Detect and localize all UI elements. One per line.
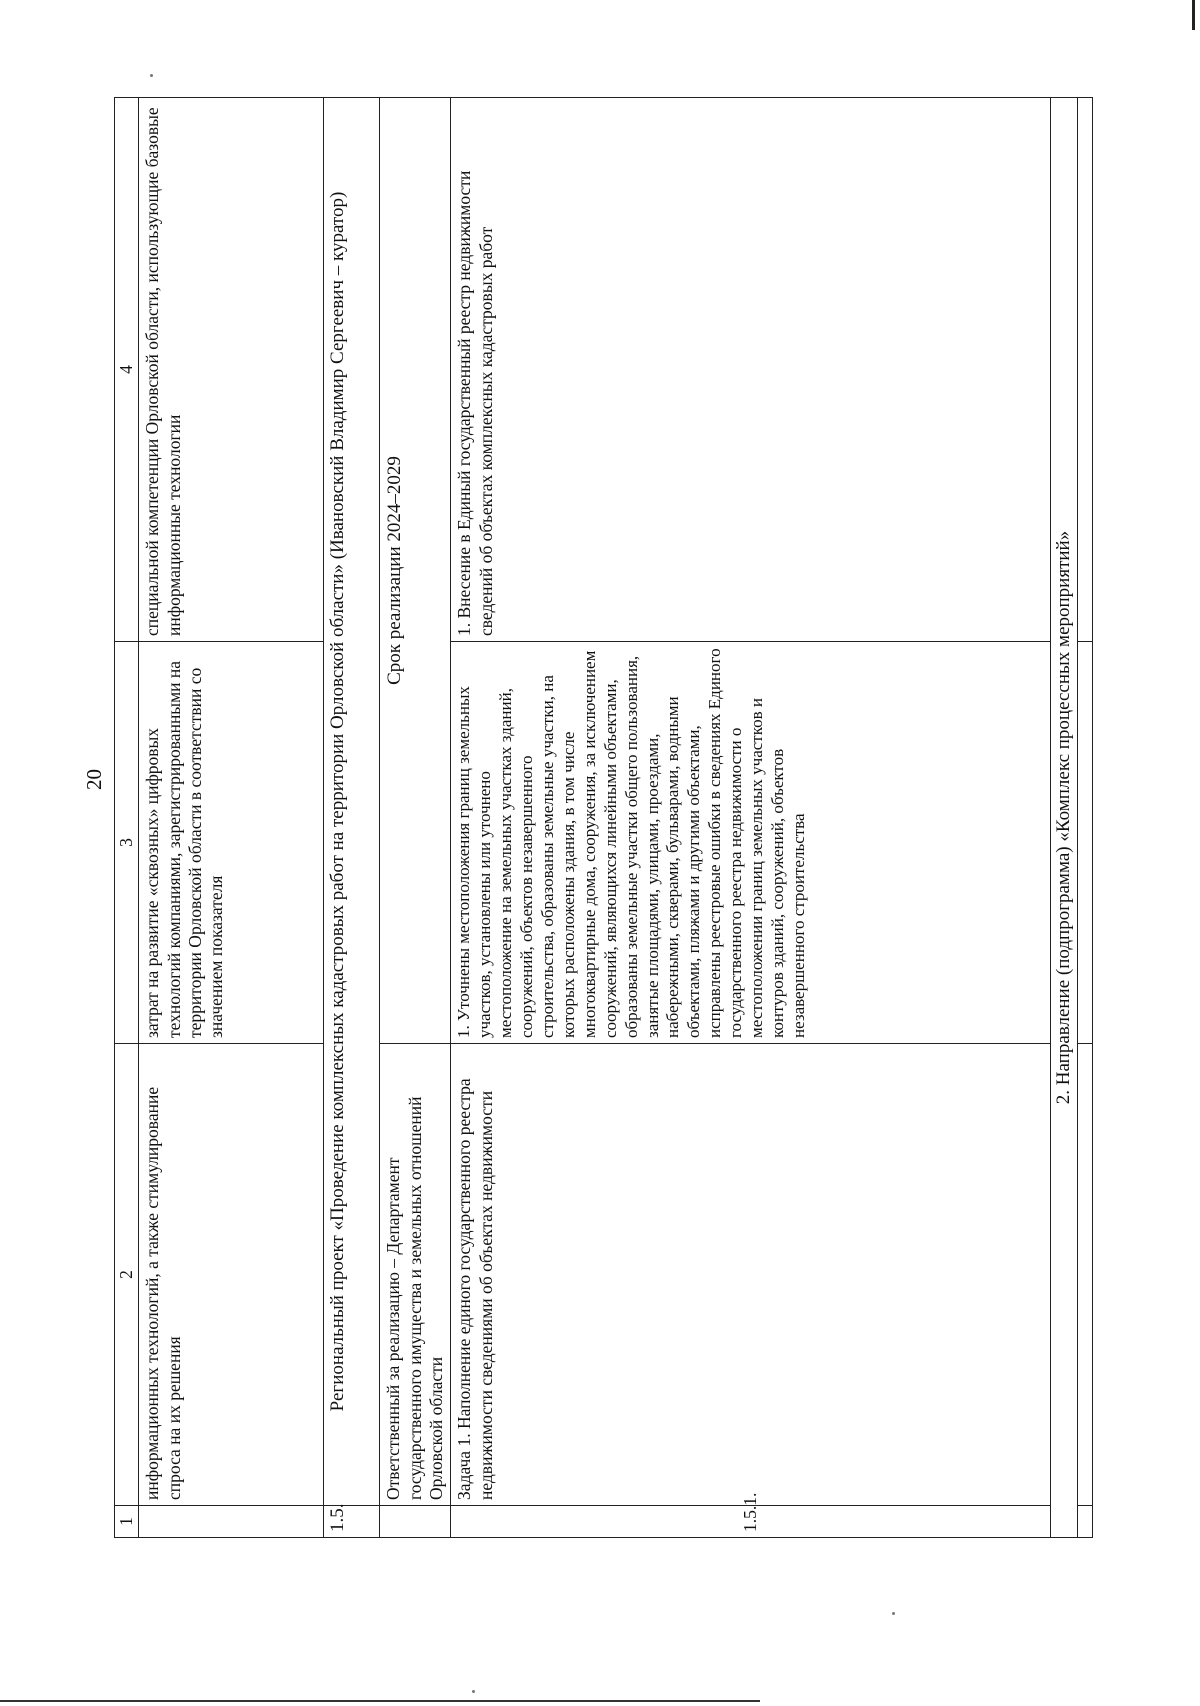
row-resp-num (380, 1506, 451, 1538)
row-resp-responsible: Ответственный за реализацию – Департамент государственного имущества и земельных отношений Орловской области (380, 1044, 451, 1506)
measures-table (114, 97, 1093, 1538)
row-task-description: Задача 1. Наполнение единого государственного реестра недвижимости сведениями об объектах недвижимости (451, 1044, 1051, 1506)
row-project-title: Региональный проект «Проведение комплексных кадастровых работ на территории Орловской области» (Ивановский Владимир Сергеевич – куратор) (324, 98, 380, 1506)
empty-cell (1077, 1506, 1092, 1538)
table-row-info (139, 98, 324, 1538)
row-task-num: 1.5.1. (451, 1506, 1051, 1538)
scan-speck (892, 1612, 895, 1615)
header-col-3: 3 (115, 642, 139, 1044)
table-header-row (115, 98, 139, 1538)
empty-cell (1077, 98, 1092, 642)
header-col-4: 4 (115, 98, 139, 642)
page-number: 20 (82, 769, 106, 790)
scan-edge-mark (1192, 0, 1195, 30)
header-col-2: 2 (115, 1044, 139, 1506)
scan-edge-line (0, 1700, 760, 1702)
row-task-effect: 1. Внесение в Единый государственный реестр недвижимости сведений об объектах комплексных кадастровых работ (451, 98, 1051, 642)
row-resp-period: Срок реализации 2024–2029 (380, 98, 451, 1044)
row-task-result: 1. Уточнены местоположения границ земельных участков, установлены или уточнено местоположение на земельных участках зданий, сооружений, объектов незавершенного строительства, образованы земельные участки, на которых расположены здания, в том числе многоквартирные дома, сооружения, за исключением сооружений, являющихся линейными объектами, образованы земельные участки общего пользования, занятые площадями, улицами, проездами, набережными, скверами, бульварами, водными объектами, пляжами и другими объектами, исправлены реестровые ошибки в сведениях Единого государственного реестра недвижимости о местоположении границ земельных участков и контуров зданий, сооружений, объектов незавершенного строительства (451, 642, 1051, 1044)
row-project-num: 1.5. (324, 1506, 380, 1538)
table-row-responsible (380, 98, 451, 1538)
row-info-col2: информационных технологий, а также стимулирование спроса на их решения (139, 1044, 324, 1506)
row-direction-title: 2. Направление (подпрограмма) «Комплекс процессных мероприятий» (1051, 98, 1077, 1538)
row-info-num (139, 1506, 324, 1538)
empty-cell (1077, 1044, 1092, 1506)
table-row-regional-project (324, 98, 380, 1538)
header-col-1: 1 (115, 1506, 139, 1538)
table-row-task (451, 98, 1051, 1538)
measures-table-wrapper (114, 98, 1075, 1538)
row-info-col4: специальной компетенции Орловской области, использующие базовые информационные технологии (139, 98, 324, 642)
table-row-direction (1051, 98, 1077, 1538)
empty-cell (1077, 642, 1092, 1044)
scan-speck (472, 1690, 475, 1693)
table-row-empty (1077, 98, 1092, 1538)
row-info-col3: затрат на развитие «сквозных» цифровых технологий компаниями, зарегистрированными на территории Орловской области в соответствии со значением показателя (139, 642, 324, 1044)
scan-speck (150, 74, 153, 77)
